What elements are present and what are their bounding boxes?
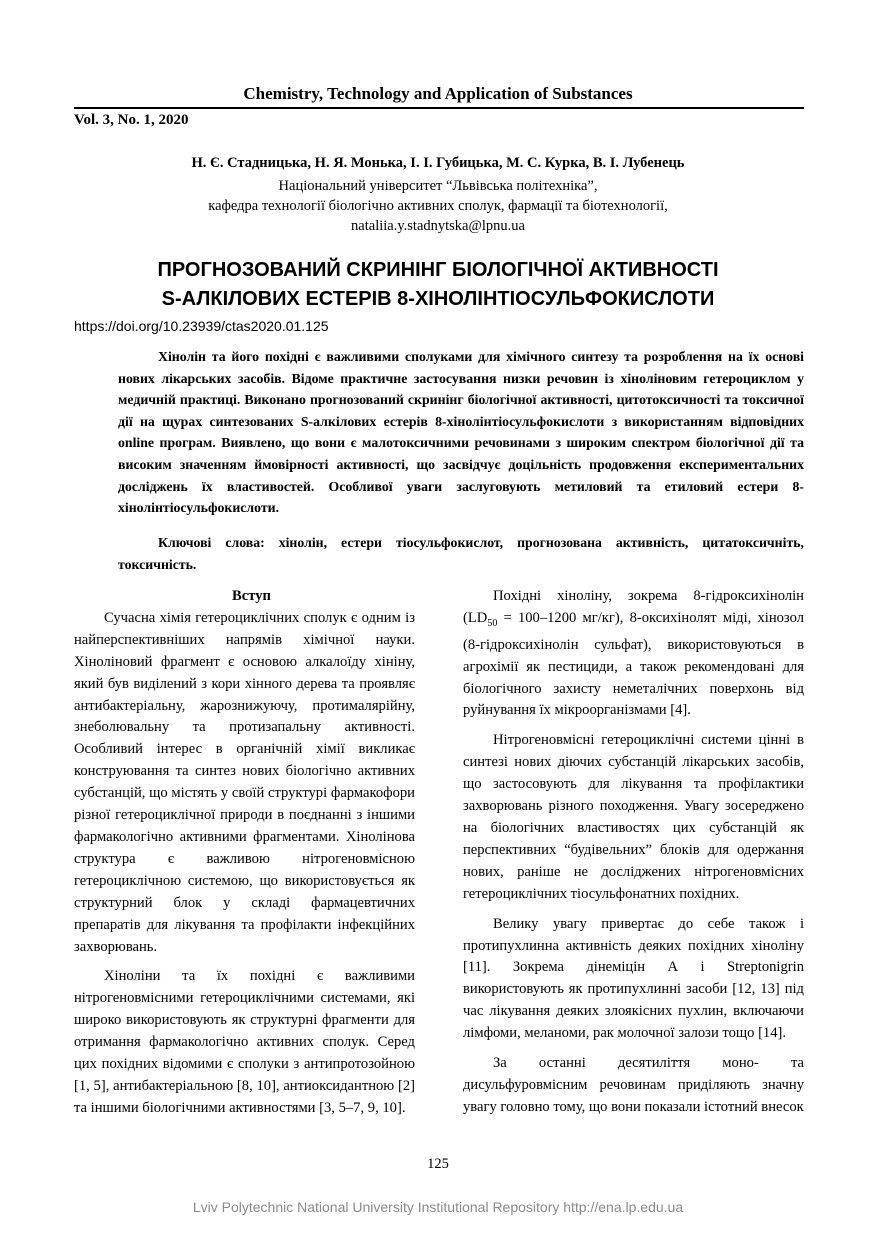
- affiliation: [0, 176, 876, 236]
- abstract: Хінолін та його похідні є важливими сполуками для хімічного синтезу та розроблення на їх основі нових лікарських засобів. Відоме практичне застосування низки речовин із хіноліновим гетероциклом у медичній практиці. Виконано прогнозований скринінг біологічної активності, цитотоксичності та токсичної дії на щурах синтезованих S-алкілових естерів 8-хінолінтіосульфокислоти з використанням відповідних online програм. Виявлено, що вони є малотоксичними речовинами з широким спектром біологічної дії та високим значенням ймовірності активності, що засвідчує доцільність продовження експериментальних досліджень їх властивостей. Особливої уваги заслуговують метиловий та етиловий естери 8-хінолінтіосульфокислоти.: [118, 349, 804, 516]
- subscript: 50: [487, 617, 498, 629]
- author-email[interactable]: nataliia.y.stadnytska@lpnu.ua: [351, 218, 525, 234]
- title-line-1: ПРОГНОЗОВАНИЙ СКРИНІНГ БІОЛОГІЧНОЇ АКТИВНОСТІ: [157, 259, 719, 281]
- header-rule: [74, 107, 804, 109]
- paragraph: [463, 586, 804, 722]
- title-line-2: S-АЛКІЛОВИХ ЕСТЕРІВ 8-ХІНОЛІНТІОСУЛЬФОКИСЛОТИ: [161, 288, 715, 310]
- volume-info: Vol. 3, No. 1, 2020: [74, 112, 189, 128]
- paragraph: Хіноліни та їх похідні є важливими нітрогеновмісними гетероциклічними системами, які широко використовують як структурні фрагменти для отримання фармакологічно активних сполук. Серед цих похідних відомими є сполуки з антипротозойною [1, 5], антибактеріальною [8, 10], антиоксидантною [2] та іншими біологічними активностями [3, 5–7, 9, 10].: [74, 968, 415, 1116]
- authors: Н. Є. Стадницька, Н. Я. Монька, І. І. Губицька, М. С. Курка, В. І. Лубенець: [191, 155, 685, 171]
- repository-footer[interactable]: Lviv Polytechnic National University Institutional Repository http://ena.lp.edu.ua: [192, 1199, 684, 1215]
- paragraph: За останні десятиліття моно- та дисульфуровмісним речовинам приділяють значну увагу головно тому, що вони показали істотний внесок: [463, 1055, 804, 1115]
- article-title: [0, 256, 876, 314]
- doi-link[interactable]: https://doi.org/10.23939/ctas2020.01.125: [74, 318, 329, 334]
- paragraph-text: = 100–1200 мг/кг), 8-оксихінолят міді, хінозол (8-гідроксихінолін сульфат), використовуються в агрохімії як пестициди, а також рекомендовані для біологічного захисту неметалічних поверхонь від руйнування їх мікроорганізмами [4].: [463, 609, 804, 719]
- paragraph: Велику увагу привертає до себе також і протипухлинна активність деяких похідних хіноліну [11]. Зокрема дінеміцін А і Streptonigrin використовують як протипухлинні засоби [12, 13] під час лікування деяких злоякісних пухлин, включаючи лімфоми, меланоми, рак молочної залози тощо [14].: [463, 915, 804, 1042]
- affiliation-line-1: Національний університет “Львівська політехніка”,: [278, 178, 598, 194]
- paragraph-text: Похідні хіноліну, зокрема 8-гідроксихінолін (LD: [463, 588, 804, 626]
- paragraph: Сучасна хімія гетероциклічних сполук є одним із найперспективніших напрямів хімічної науки. Хіноліновий фрагмент є основою алкалоїду хініну, який був виділений з кори хінного дерева та проявляє антибактеріальну, жарознижуючу, протималярійну, знеболювальну та протизапальну активності. Особливий інтерес в органічній хімії викликає конструювання та синтез нових біологічно активних субстанцій, що містять у своїй структурі фармакофори різної гетероциклічної природи в поєднанні з іншими фармакологічно активними фрагментами. Хінолінова структура є важливою нітрогеновмісною гетероциклічною системою, що використовується як структурний блок у складі фармацевтичних препаратів для лікування та профілакти інфекційних захворювань.: [74, 609, 415, 955]
- right-column: [463, 586, 804, 1127]
- section-heading-intro: Вступ: [232, 588, 271, 604]
- journal-title: Chemistry, Technology and Application of Substances: [243, 84, 633, 103]
- paragraph: Нітрогеновмісні гетероциклічні системи цінні в синтезі нових діючих субстанцій лікарських засобів, що застосовують для лікування та профілактики захворювань різного походження. Увагу зосереджено на біологічних властивостях цих субстанцій як перспективних “будівельних” блоків для одержання нових, раніше не досліджених нітрогеновмісних гетероциклічних тіосульфонатних похідних.: [463, 732, 804, 902]
- affiliation-line-2: кафедра технології біологічно активних сполук, фармації та біотехнології,: [208, 198, 668, 214]
- left-column: [74, 586, 415, 1128]
- page-number: 125: [427, 1156, 449, 1172]
- keywords: Ключові слова: хінолін, естери тіосульфокислот, прогнозована активність, цитатоксичніть, токсичність.: [118, 535, 804, 572]
